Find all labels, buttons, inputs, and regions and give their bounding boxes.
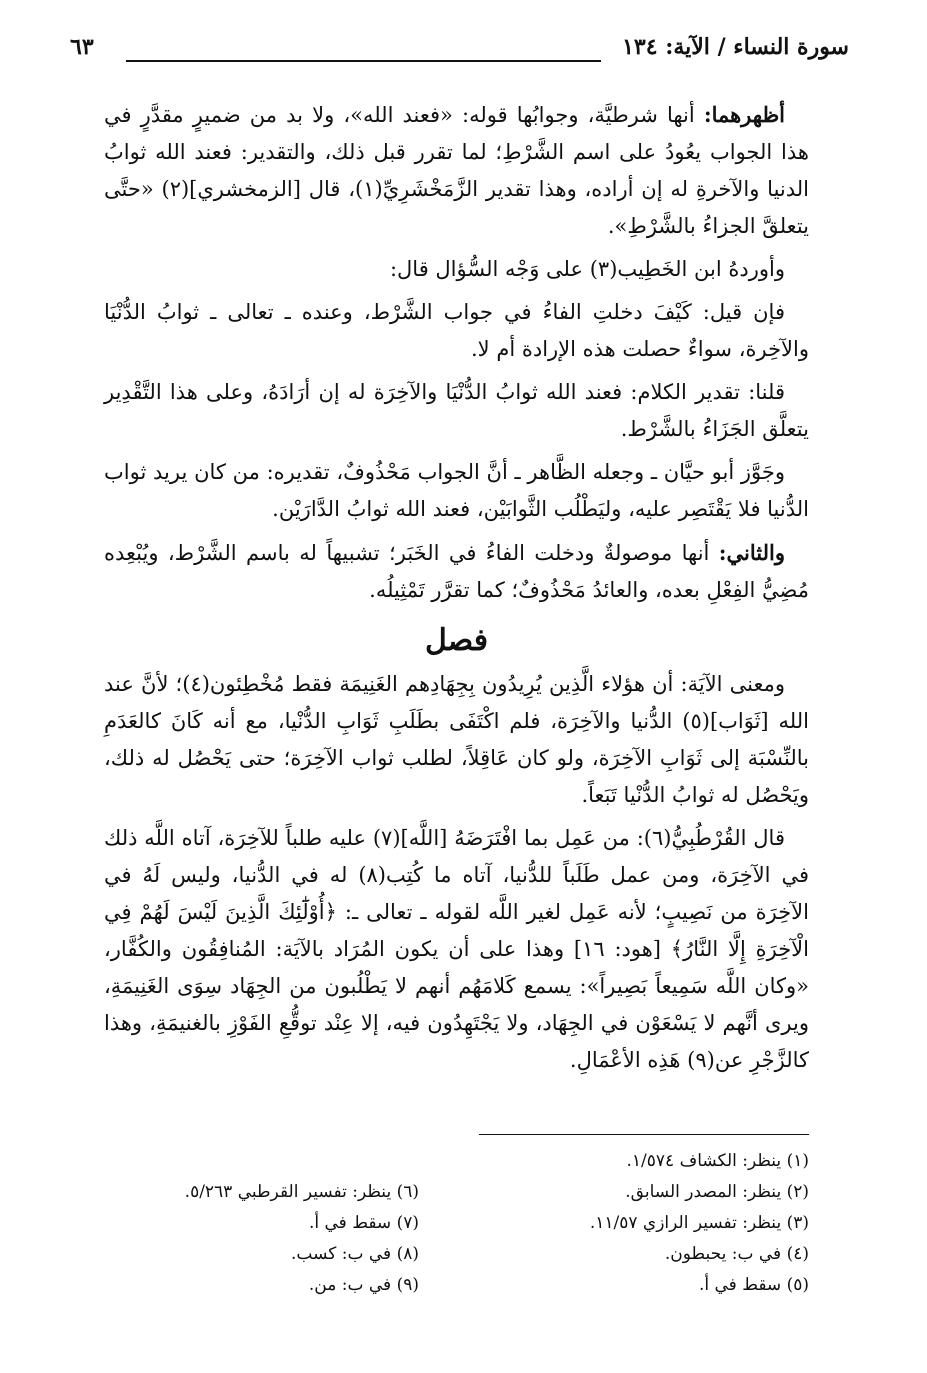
paragraph-text: أنها موصولةٌ ودخلت الفاءُ في الخَبَر؛ تشبيهاً له باسم الشَّرْط، ويُبْعِده مُضِيُّ الفِعْلِ بعده، والعائدُ مَحْذُوفٌ؛ كما تقرَّر تَمْثِيلُه. xyxy=(104,541,809,602)
paragraph-answer: قلنا: تقدير الكلام: فعند الله ثوابُ الدُّنْيَا والآخِرَة له إن أرَادَهُ، وعلى هذا التَّقْدِير يتعلَّق الجَزَاءُ بالشَّرْط. xyxy=(104,380,809,441)
main-text xyxy=(104,96,809,1085)
footnote-item: (٣) ينظر: تفسير الرازي ١١/٥٧. xyxy=(589,1213,809,1233)
paragraph-lead: والثاني: xyxy=(718,540,785,565)
paragraph-second-opinion xyxy=(104,534,809,609)
footnotes-column-left xyxy=(89,1146,419,1301)
footnote-item: (١) ينظر: الكشاف ١/٥٧٤. xyxy=(626,1151,809,1171)
footnote-item: (٥) سقط في أ. xyxy=(698,1275,809,1295)
paragraph-qurtubi: قال القُرْطُبِيُّ(٦): من عَمِل بما افْتَرَضَهُ [اللَّه](٧) عليه طلباً للآخِرَة، آتاه اللَّه ذلك في الآخِرَة، ومن عمل طَلَباً للدُّنيا، آتاه ما كُتِب(٨) له في الدُّنيا، وليس لَهُ في الآخِرَة من نَصِيبٍ؛ لأنه عَمِل لغير اللَّه لقوله ـ تعالى ـ: ﴿أُوْلَٰٓئِكَ الَّذِينَ لَيْسَ لَهُمْ فِي الْآخِرَةِ إِلَّا النَّارُ﴾ [هود: ١٦] وهذا على أن يكون المُرَاد بالآيَة: المُنافِقُون والكُفَّار، «وكان اللَّه سَمِيعاً بَصِيراً»: يسمع كَلامَهُم أنهم لا يَطْلُبون من الجِهَاد سِوَى الغَنِيمَةِ، ويرى أنَّهم لا يَسْعَوْن في الجِهَاد، ولا يَجْتَهِدُون فيه، إلا عِنْد توقُّعِ الفَوْزِ بالغنيمَةِ، وهذا كالزَّجْرِ عن(٩) هَذِه الأعْمَالِ. xyxy=(104,826,810,1072)
paragraph-abu-hayyan: وجَوَّز أبو حيَّان ـ وجعله الظَّاهر ـ أنَّ الجواب مَحْذُوفٌ، تقديره: من كان يريد ثواب الدُّنيا فلا يَقْتَصِر عليه، وليَطْلُب الثَّوابَيْن، فعند الله ثوابُ الدَّارَيْن. xyxy=(104,460,809,521)
header-rule xyxy=(126,60,601,62)
paragraph-ibn-khatib: وأوردهُ ابن الخَطِيب(٣) على وَجْه السُّؤال قال: xyxy=(389,257,785,281)
page-header xyxy=(70,30,849,68)
footnote-item: (٩) في ب: من. xyxy=(308,1275,419,1295)
footnote-divider xyxy=(479,1134,809,1135)
page-number: ٦٣ xyxy=(70,34,94,60)
footnotes-column-right xyxy=(489,1146,809,1301)
footnote-item: (٢) ينظر: المصدر السابق. xyxy=(625,1182,809,1202)
footnote-item: (٦) ينظر: تفسير القرطبي ٥/٢٦٣. xyxy=(184,1182,419,1202)
paragraph-verse-meaning: ومعنى الآيَة: أن هؤلاء الَّذِين يُرِيدُون بِجِهَادِهم الغَنِيمَة فقط مُخْطِئون(٤)؛ لأنَّ عند الله [ثَوَاب](٥) الدُّنيا والآخِرَة، فلم اكْتَفَى بطَلَبِ ثَوَابِ الدُّنْيا، مع أنه كَانَ كالعَدَمِ بالنِّسْبَة إلى ثَوَابِ الآخِرَة، ولو كان عَاقِلاً، لطلب ثواب الآخِرَة؛ حتى يَحْصُل له ذلك، ويَحْصُل له ثوابُ الدُّنْيا تَبَعاً. xyxy=(104,672,809,807)
paragraph-lead: أظهرهما: xyxy=(703,102,785,127)
running-title: سورة النساء / الآية: ١٣٤ xyxy=(622,34,849,60)
paragraph-first-opinion xyxy=(104,96,809,245)
section-heading: فصل xyxy=(424,623,489,658)
footnote-item: (٨) في ب: كسب. xyxy=(290,1244,419,1264)
footnotes xyxy=(104,1146,809,1326)
footnote-item: (٤) في ب: يحبطون. xyxy=(664,1244,809,1264)
paragraph-question: فإن قيل: كَيْفَ دخلتِ الفاءُ في جواب الشَّرْط، وعنده ـ تعالى ـ ثوابُ الدُّنْيَا والآخِرة، سواءٌ حصلت هذه الإرادة أم لا. xyxy=(104,300,809,361)
paragraph-text: أنها شرطيَّة، وجوابُها قوله: «فعند الله»، ولا بد من ضميرٍ مقدَّرٍ في هذا الجواب يعُودُ على اسم الشَّرْطِ؛ لما تقرر قبل ذلك، والتقدير: فعند الله ثوابُ الدنيا والآخرةِ له إن أراده، وهذا تقدير الزَّمَخْشَرِيِّ(١)، قال [الزمخشري](٢) «حتَّى يتعلقَّ الجزاءُ بالشَّرْطِ». xyxy=(104,103,810,238)
footnote-item: (٧) سقط في أ. xyxy=(308,1213,419,1233)
